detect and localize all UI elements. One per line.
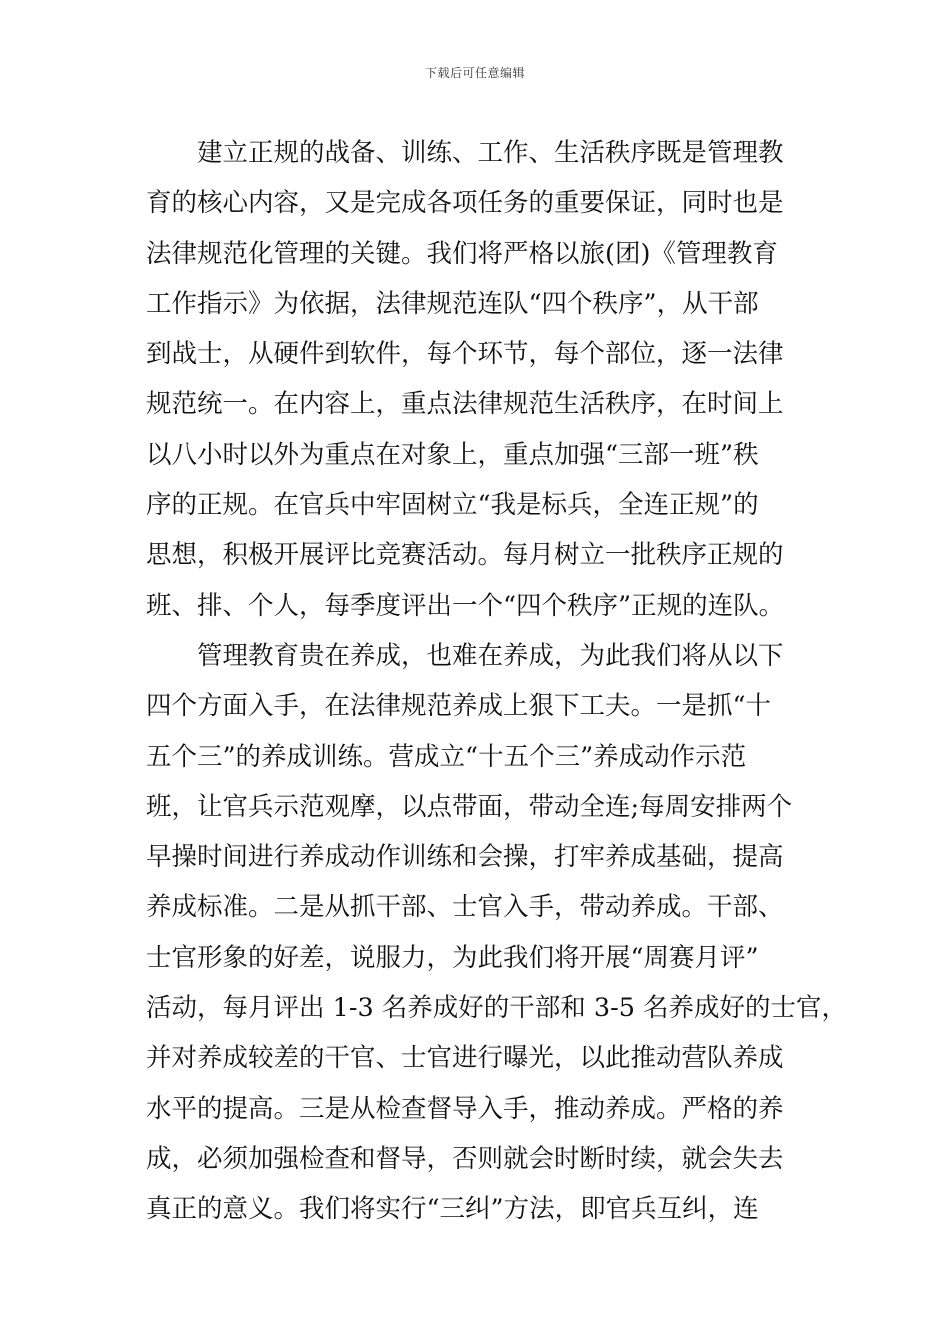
text-line: 士官形象的好差，说服力，为此我们将开展“周赛月评”	[146, 942, 759, 973]
text-line: 序的正规。在官兵中牢固树立“我是标兵，全连正规”的	[146, 490, 759, 521]
text-line: 到战士，从硬件到软件，每个环节，每个部位，逐一法律	[146, 339, 784, 370]
text-line: 真正的意义。我们将实行“三纠”方法，即官兵互纠，连	[146, 1194, 759, 1225]
text-line: 养成标准。二是从抓干部、士官入手，带动养成。干部、	[146, 892, 784, 923]
paragraph	[146, 631, 848, 1235]
document-body	[146, 128, 848, 1235]
text-line: 活动，每月评出 1-3 名养成好的干部和 3-5 名养成好的士官，	[146, 993, 848, 1024]
text-line: 四个方面入手，在法律规范养成上狠下工夫。一是抓“十	[146, 691, 772, 722]
text-line: 育的核心内容，又是完成各项任务的重要保证，同时也是	[146, 188, 784, 219]
text-line: 建立正规的战备、训练、工作、生活秩序既是管理教	[146, 138, 784, 168]
text-line: 早操时间进行养成动作训练和会操，打牢养成基础，提高	[146, 842, 784, 873]
text-line: 工作指示》为依据，法律规范连队“四个秩序”，从干部	[146, 288, 759, 319]
paragraph	[146, 128, 808, 631]
text-line: 法律规范化管理的关键。我们将严格以旅(团)《管理教育	[146, 238, 778, 269]
text-line: 五个三”的养成训练。营成立“十五个三”养成动作示范	[146, 741, 747, 772]
text-line: 班，让官兵示范观摩，以点带面，带动全连;每周安排两个	[146, 791, 793, 822]
text-line: 成，必须加强检查和督导，否则就会时断时续，就会失去	[146, 1143, 784, 1174]
text-line: 水平的提高。三是从检查督导入手，推动养成。严格的养	[146, 1093, 784, 1124]
text-line: 以八小时以外为重点在对象上，重点加强“三部一班”秩	[146, 439, 759, 470]
text-line: 班、排、个人，每季度评出一个“四个秩序”正规的连队。	[146, 590, 785, 621]
text-line: 并对养成较差的干官、士官进行曝光，以此推动营队养成	[146, 1043, 784, 1074]
text-line: 规范统一。在内容上，重点法律规范生活秩序，在时间上	[146, 389, 784, 420]
text-line: 思想，积极开展评比竞赛活动。每月树立一批秩序正规的	[146, 540, 784, 571]
page-header: 下载后可任意编辑	[424, 66, 525, 80]
text-line: 管理教育贵在养成，也难在养成，为此我们将从以下	[146, 640, 784, 671]
